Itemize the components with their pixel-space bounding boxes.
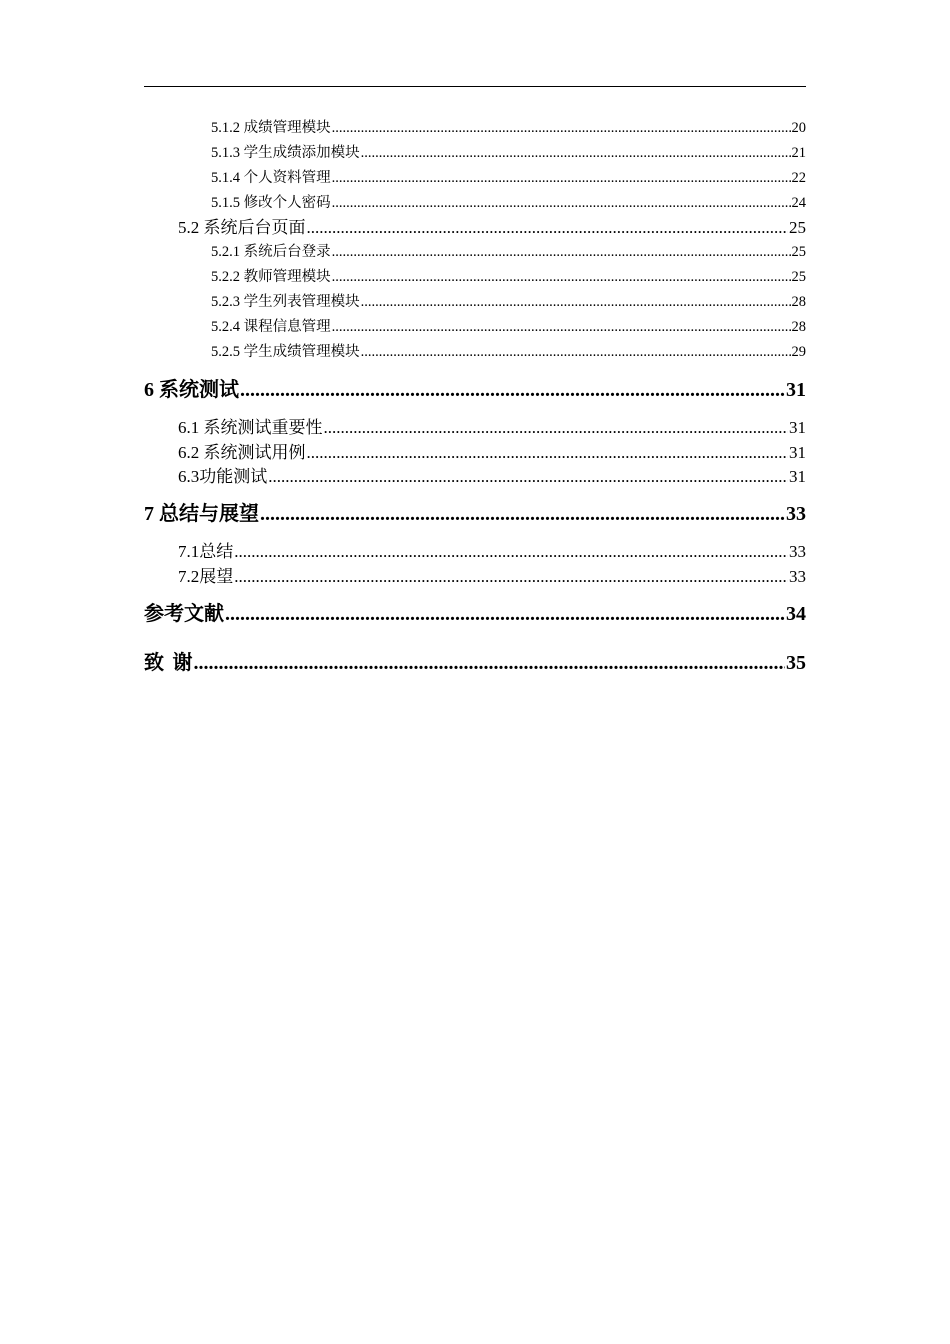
dot-leader xyxy=(260,501,785,527)
toc-entry-number: 5.2 xyxy=(178,218,200,237)
header-rule xyxy=(144,86,806,87)
toc-entry-title: 个人资料管理 xyxy=(243,170,331,186)
toc-entry-5-2-4[interactable] xyxy=(211,318,806,336)
toc-entry-number: 5.1.3 xyxy=(211,145,240,161)
toc-entry-page: 31 xyxy=(789,467,806,486)
toc-entry-number: 6.3 xyxy=(178,467,200,486)
toc-entry-number: 5.2.3 xyxy=(211,294,240,310)
toc-entry-title: 学生成绩管理模块 xyxy=(243,344,360,360)
toc-entry-page: 25 xyxy=(789,218,806,237)
toc-entry-5-2[interactable] xyxy=(178,217,806,239)
toc-entry-page: 31 xyxy=(786,379,806,401)
toc-entry-page: 31 xyxy=(789,443,806,462)
toc-entry-number: 5.1.2 xyxy=(211,120,240,136)
toc-entry-number: 5.2.2 xyxy=(211,269,240,285)
toc-entry-page: 34 xyxy=(786,603,806,625)
toc-entry-page: 29 xyxy=(791,344,806,360)
toc-entry-title: 系统后台登录 xyxy=(243,244,331,260)
toc-entry-title: 教师管理模块 xyxy=(243,269,331,285)
toc-entry-7-2[interactable] xyxy=(178,566,806,588)
toc-entry-number: 5.1.5 xyxy=(211,195,240,211)
toc-entry-title: 系统后台页面 xyxy=(203,218,306,237)
toc-entry-number: 6 xyxy=(144,379,154,401)
dot-leader xyxy=(332,243,791,261)
toc-entry-title-part2: 谢 xyxy=(172,652,193,674)
toc-entry-title: 系统测试用例 xyxy=(203,443,306,462)
toc-entry-6-2[interactable] xyxy=(178,442,806,464)
toc-entry-page: 21 xyxy=(791,145,806,161)
toc-entry-acknowledgements[interactable] xyxy=(144,650,806,676)
toc-entry-title: 总结 xyxy=(199,542,234,561)
toc-entry-title: 成绩管理模块 xyxy=(243,120,331,136)
dot-leader xyxy=(324,417,789,439)
toc-entry-title-part1: 致 xyxy=(144,652,164,674)
dot-leader xyxy=(332,119,791,137)
toc-entry-page: 33 xyxy=(789,567,806,586)
toc-entry-page: 31 xyxy=(789,418,806,437)
toc-entry-page: 25 xyxy=(791,244,806,260)
toc-entry-title: 修改个人密码 xyxy=(243,195,331,211)
toc-entry-5-2-2[interactable] xyxy=(211,268,806,286)
toc-entry-7[interactable] xyxy=(144,501,806,527)
toc-entry-page: 35 xyxy=(786,652,806,674)
toc-entry-number: 7 xyxy=(144,503,154,525)
toc-entry-title: 课程信息管理 xyxy=(243,319,331,335)
toc-entry-6-3[interactable] xyxy=(178,466,806,488)
toc-entry-5-1-5[interactable] xyxy=(211,194,806,212)
toc-entry-page: 33 xyxy=(789,542,806,561)
toc-entry-title: 参考文献 xyxy=(144,603,224,625)
toc-entry-number: 5.2.5 xyxy=(211,344,240,360)
toc-entry-number: 7.1 xyxy=(178,542,200,561)
toc-entry-title: 功能测试 xyxy=(199,467,268,486)
toc-entry-page: 25 xyxy=(791,269,806,285)
toc-entry-title: 学生列表管理模块 xyxy=(243,294,360,310)
dot-leader xyxy=(332,169,791,187)
dot-leader xyxy=(193,650,785,676)
toc-entry-page: 22 xyxy=(791,170,806,186)
toc-entry-page: 28 xyxy=(791,319,806,335)
toc-entry-5-2-5[interactable] xyxy=(211,343,806,361)
toc-entry-6-1[interactable] xyxy=(178,417,806,439)
dot-leader xyxy=(332,268,791,286)
toc-entry-5-2-1[interactable] xyxy=(211,243,806,261)
toc-entry-5-1-2[interactable] xyxy=(211,119,806,137)
toc-entry-page: 24 xyxy=(791,195,806,211)
toc-entry-title: 总结与展望 xyxy=(159,503,259,525)
dot-leader xyxy=(332,318,791,336)
toc-entry-7-1[interactable] xyxy=(178,541,806,563)
toc-entry-5-1-3[interactable] xyxy=(211,144,806,162)
dot-leader xyxy=(234,541,788,563)
dot-leader xyxy=(332,194,791,212)
toc-entry-title: 系统测试 xyxy=(159,379,239,401)
toc-entry-number: 6.2 xyxy=(178,443,200,462)
toc-entry-5-1-4[interactable] xyxy=(211,169,806,187)
toc-entry-page: 20 xyxy=(791,120,806,136)
dot-leader xyxy=(240,377,785,403)
toc-entry-page: 28 xyxy=(791,294,806,310)
toc-entry-number: 7.2 xyxy=(178,567,200,586)
toc-entry-5-2-3[interactable] xyxy=(211,293,806,311)
toc-entry-title: 展望 xyxy=(199,567,234,586)
dot-leader xyxy=(307,217,789,239)
toc-entry-number: 5.2.4 xyxy=(211,319,240,335)
toc-entry-title: 系统测试重要性 xyxy=(203,418,323,437)
dot-leader xyxy=(361,343,791,361)
dot-leader xyxy=(225,601,785,627)
toc-entry-title: 学生成绩添加模块 xyxy=(243,145,360,161)
dot-leader xyxy=(268,466,788,488)
dot-leader xyxy=(361,144,791,162)
toc-entry-references[interactable] xyxy=(144,601,806,627)
toc-entry-number: 5.2.1 xyxy=(211,244,240,260)
toc-entry-number: 6.1 xyxy=(178,418,200,437)
toc-entry-number: 5.1.4 xyxy=(211,170,240,186)
dot-leader xyxy=(361,293,791,311)
dot-leader xyxy=(234,566,788,588)
toc-entry-6[interactable] xyxy=(144,377,806,403)
toc-entry-page: 33 xyxy=(786,503,806,525)
dot-leader xyxy=(307,442,789,464)
